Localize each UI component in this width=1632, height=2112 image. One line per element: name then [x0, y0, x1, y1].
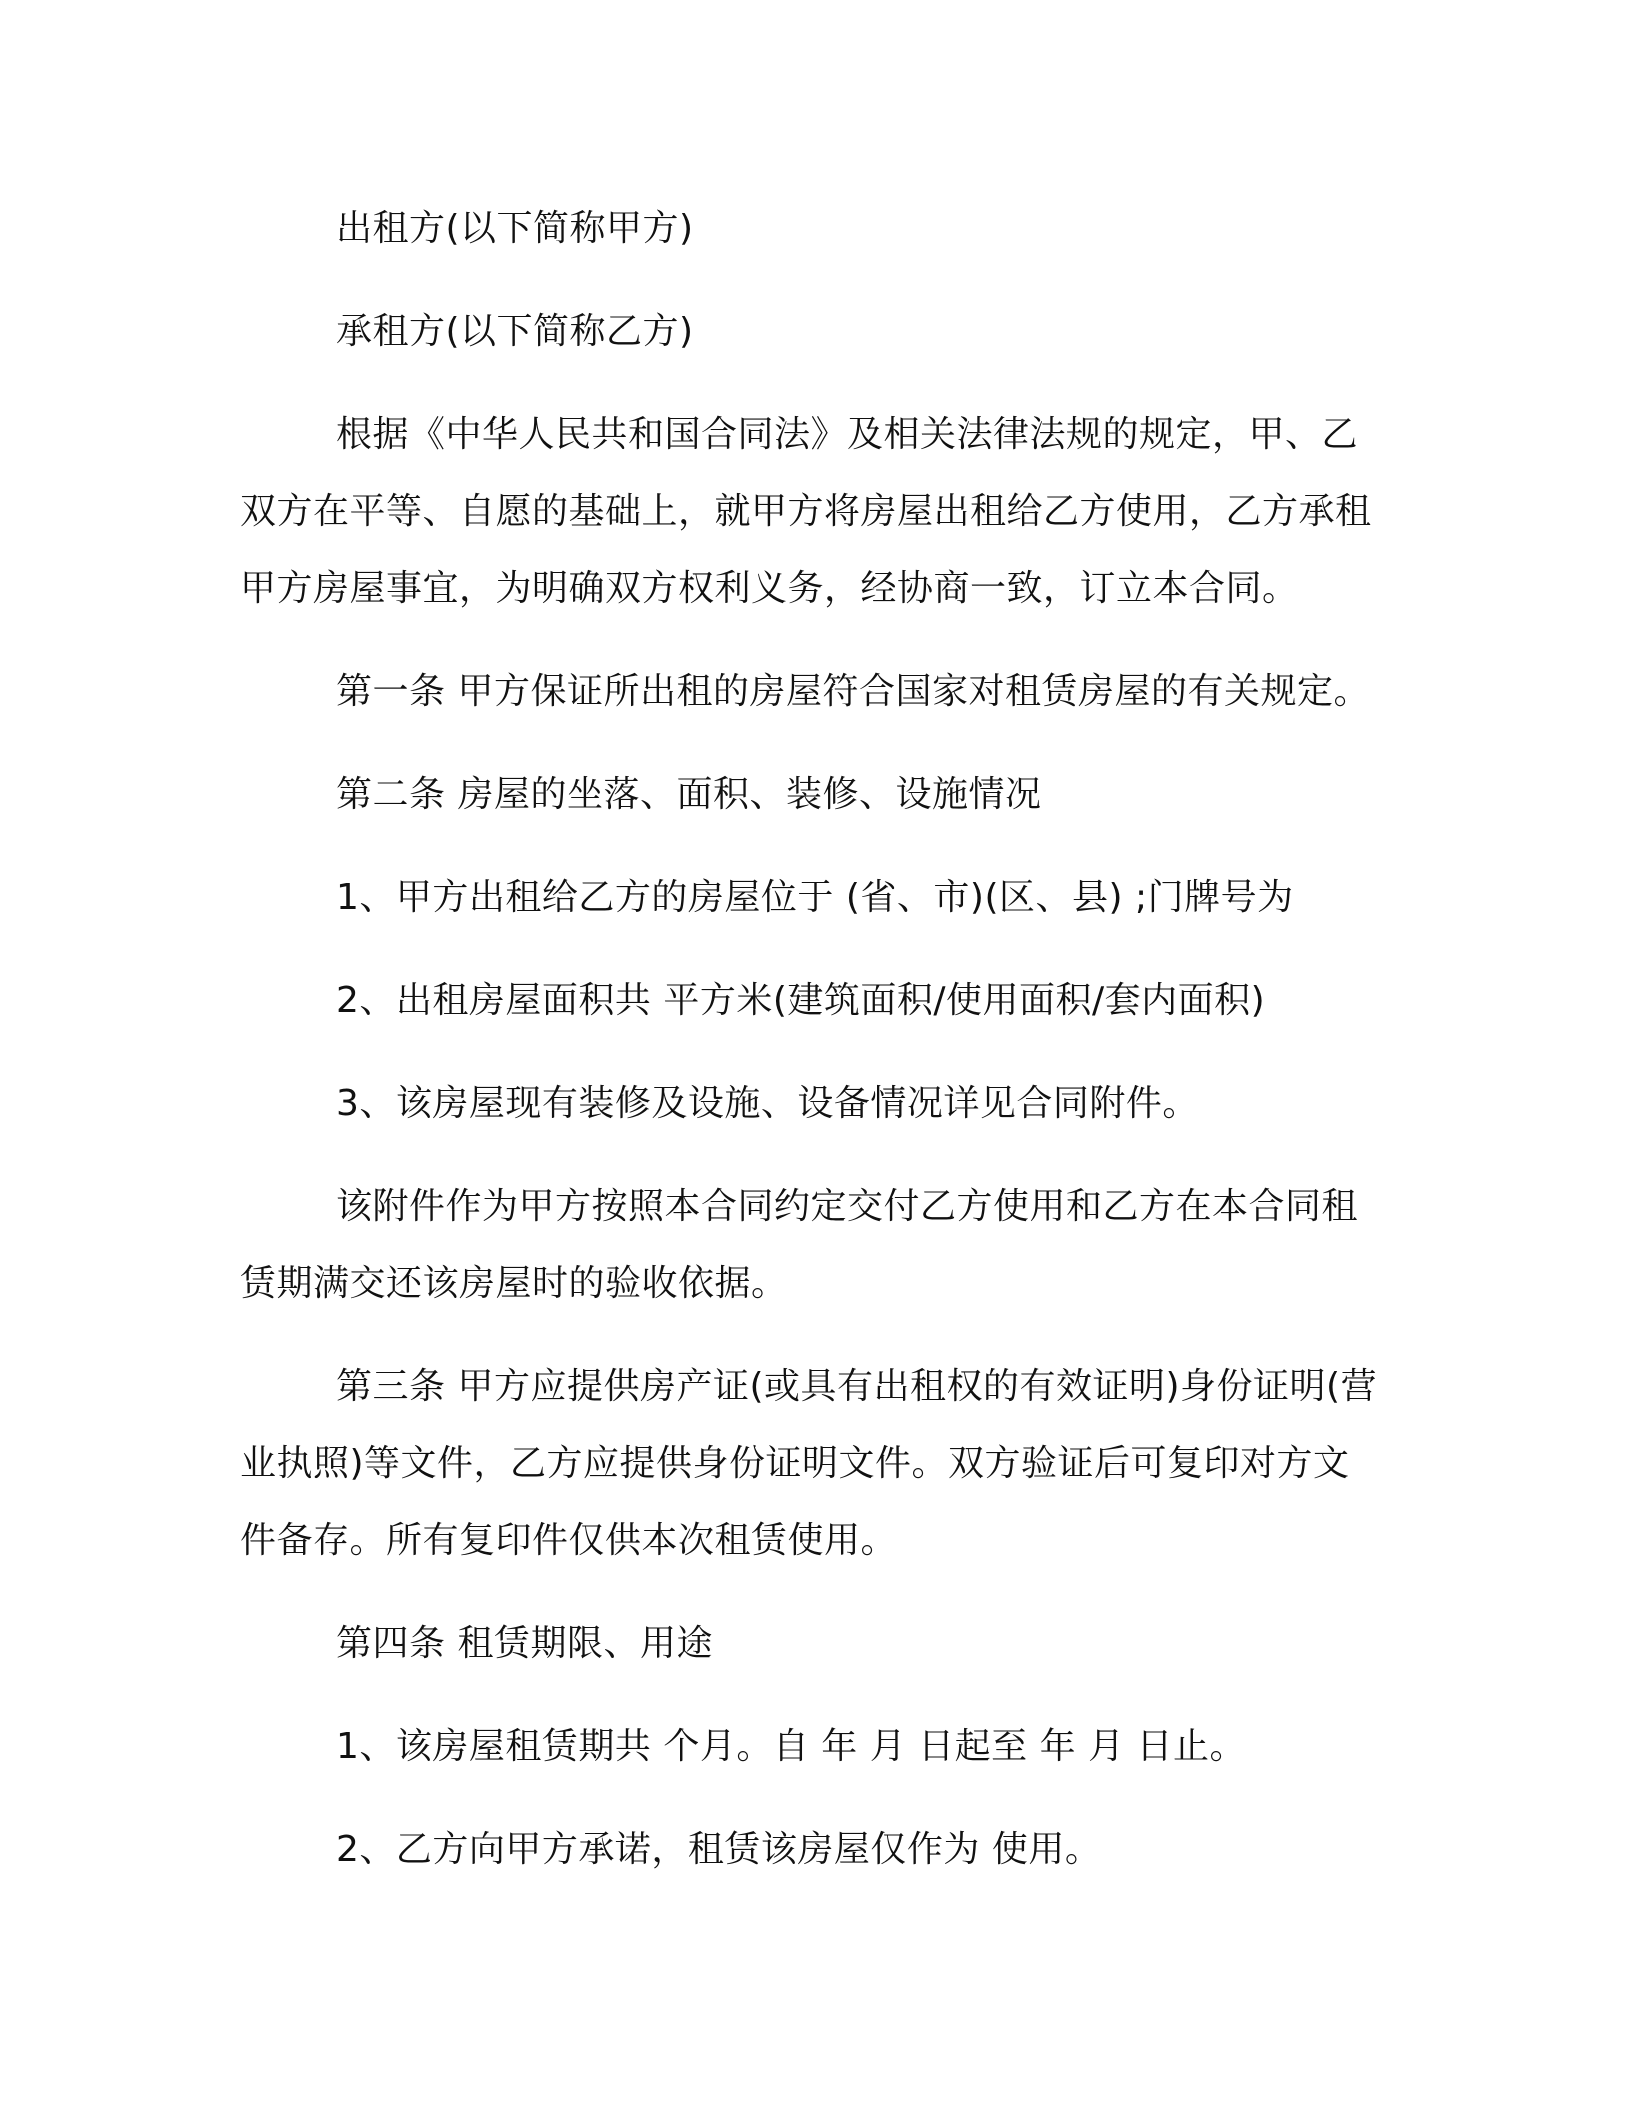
article-2-heading: 第二条 房屋的坐落、面积、装修、设施情况	[336, 774, 1042, 815]
article-2-item-2: 2、出租房屋面积共 平方米(建筑面积/使用面积/套内面积)	[336, 980, 1266, 1021]
article-4-item-1: 1、该房屋租赁期共 个月。自 年 月 日起至 年 月 日止。	[336, 1726, 1247, 1767]
article-2-item-1: 1、甲方出租给乙方的房屋位于 (省、市)(区、县) ;门牌号为	[336, 877, 1294, 918]
lessor-line: 出租方(以下简称甲方)	[336, 208, 694, 249]
article-3: 第三条 甲方应提供房产证(或具有出租权的有效证明)身份证明(营业执照)等文件，乙方应提供身份证明文件。双方验证后可复印对方文件备存。所有复印件仅供本次租赁使用。	[240, 1366, 1378, 1561]
article-4-heading: 第四条 租赁期限、用途	[336, 1623, 713, 1664]
lessee-line: 承租方(以下简称乙方)	[336, 311, 694, 352]
preamble-paragraph: 根据《中华人民共和国合同法》及相关法律法规的规定，甲、乙双方在平等、自愿的基础上，就甲方将房屋出租给乙方使用，乙方承租甲方房屋事宜，为明确双方权利义务，经协商一致，订立本合同。	[240, 414, 1372, 609]
article-4-item-2: 2、乙方向甲方承诺，租赁该房屋仅作为 使用。	[336, 1829, 1102, 1870]
article-1: 第一条 甲方保证所出租的房屋符合国家对租赁房屋的有关规定。	[336, 671, 1370, 712]
attachment-paragraph: 该附件作为甲方按照本合同约定交付乙方使用和乙方在本合同租赁期满交还该房屋时的验收依据。	[240, 1186, 1359, 1304]
article-2-item-3: 3、该房屋现有装修及设施、设备情况详见合同附件。	[336, 1083, 1199, 1124]
document-body	[240, 190, 1385, 1888]
